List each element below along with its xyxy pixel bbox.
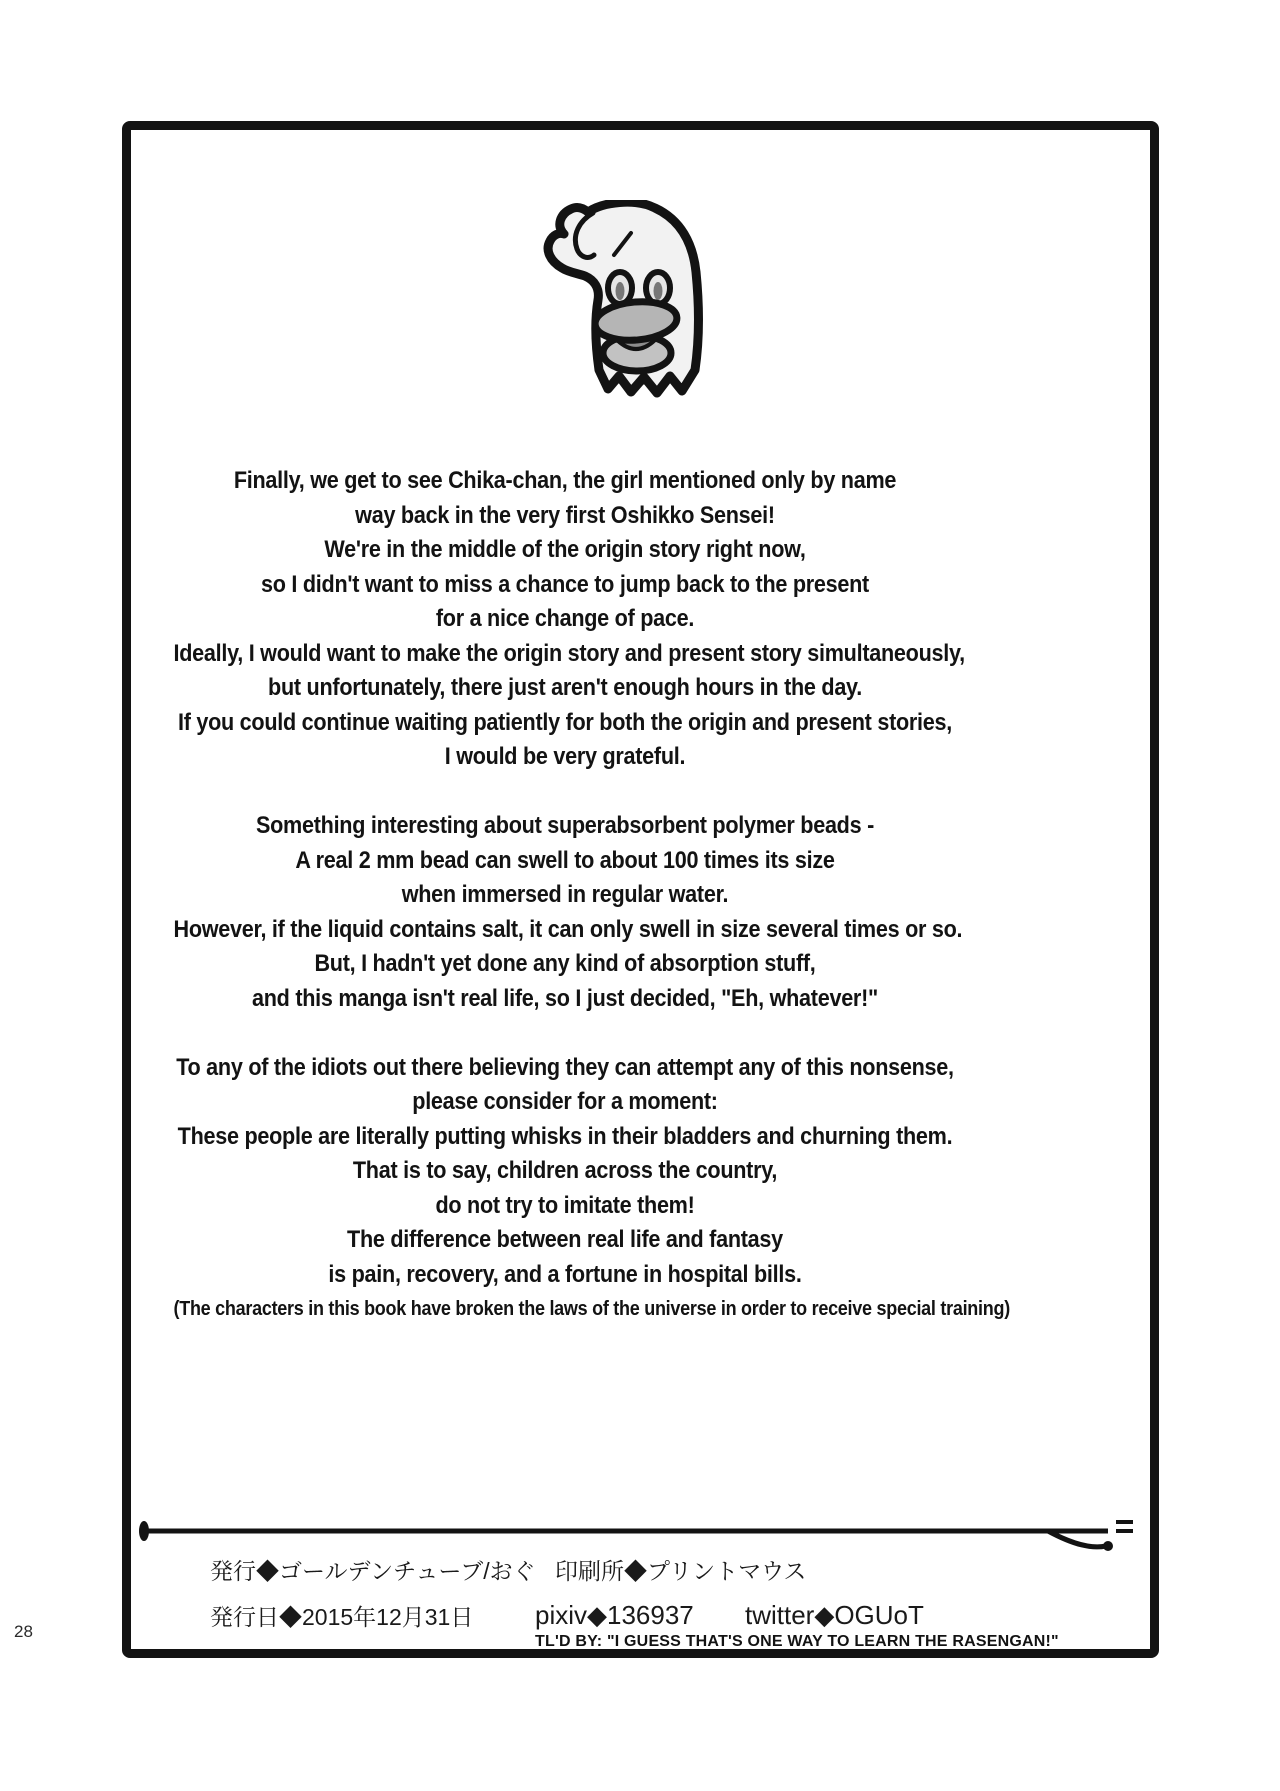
afterword-line: To any of the idiots out there believing they can attempt any of this nonsense, xyxy=(176,1053,954,1081)
afterword-line: please consider for a moment: xyxy=(412,1088,718,1115)
credit-publisher: 発行◆ゴールデンチューブ/おぐ xyxy=(210,1558,536,1584)
afterword-line: We're in the middle of the origin story right now, xyxy=(324,536,806,563)
afterword-line: That is to say, children across the country, xyxy=(352,1157,778,1184)
pen-flourish-divider xyxy=(130,1505,1140,1555)
afterword-line: do not try to imitate them! xyxy=(435,1191,695,1219)
afterword-line: Something interesting about superabsorbent polymer beads - xyxy=(255,812,875,839)
afterword-line: Finally, we get to see Chika-chan, the girl mentioned only by name xyxy=(233,467,897,494)
afterword-line: is pain, recovery, and a fortune in hospital bills. xyxy=(328,1260,802,1288)
afterword-paragraph xyxy=(173,809,963,1016)
afterword-disclaimer-line: (The characters in this book have broken the laws of the universe in order to receive special training) xyxy=(173,1298,1010,1320)
afterword-line: Ideally, I would want to make the origin story and present story simultaneously, xyxy=(173,639,965,667)
afterword-text xyxy=(173,464,1010,1327)
afterword-line: and this manga isn't real life, so I just decided, "Eh, whatever!" xyxy=(252,984,878,1012)
afterword-line: I would be very grateful. xyxy=(444,743,686,770)
afterword-line: so I didn't want to miss a chance to jump back to the present xyxy=(261,570,869,598)
afterword-line: way back in the very first Oshikko Sensei! xyxy=(355,501,775,529)
afterword-paragraph xyxy=(173,464,965,775)
afterword-line: A real 2 mm bead can swell to about 100 times its size xyxy=(295,846,835,874)
credit-date: 発行日◆2015年12月31日 xyxy=(210,1604,474,1630)
afterword-line: If you could continue waiting patiently for both the origin and present stories, xyxy=(177,708,953,736)
credit-twitter-id: twitter◆OGUoT xyxy=(745,1600,924,1630)
afterword-line: when immersed in regular water. xyxy=(401,881,729,908)
credit-pixiv-id: pixiv◆136937 xyxy=(535,1600,694,1630)
credit-printer: 印刷所◆プリントマウス xyxy=(555,1558,807,1584)
afterword-line: but unfortunately, there just aren't enough hours in the day. xyxy=(268,674,862,701)
page-number: 28 xyxy=(14,1622,33,1641)
afterword-line: for a nice change of pace. xyxy=(435,605,695,632)
afterword-paragraph xyxy=(173,1051,1010,1327)
afterword-line: But, I hadn't yet done any kind of absorption stuff, xyxy=(314,950,816,977)
translator-note: TL'D BY: "I GUESS THAT'S ONE WAY TO LEARN THE RASENGAN!" xyxy=(535,1633,1059,1650)
afterword-line: However, if the liquid contains salt, it can only swell in size several times or so. xyxy=(173,915,963,943)
afterword-line: These people are literally putting whisks in their bladders and churning them. xyxy=(177,1122,953,1150)
ghost-duck-mascot-icon xyxy=(543,200,713,400)
afterword-line: The difference between real life and fantasy xyxy=(347,1226,783,1253)
